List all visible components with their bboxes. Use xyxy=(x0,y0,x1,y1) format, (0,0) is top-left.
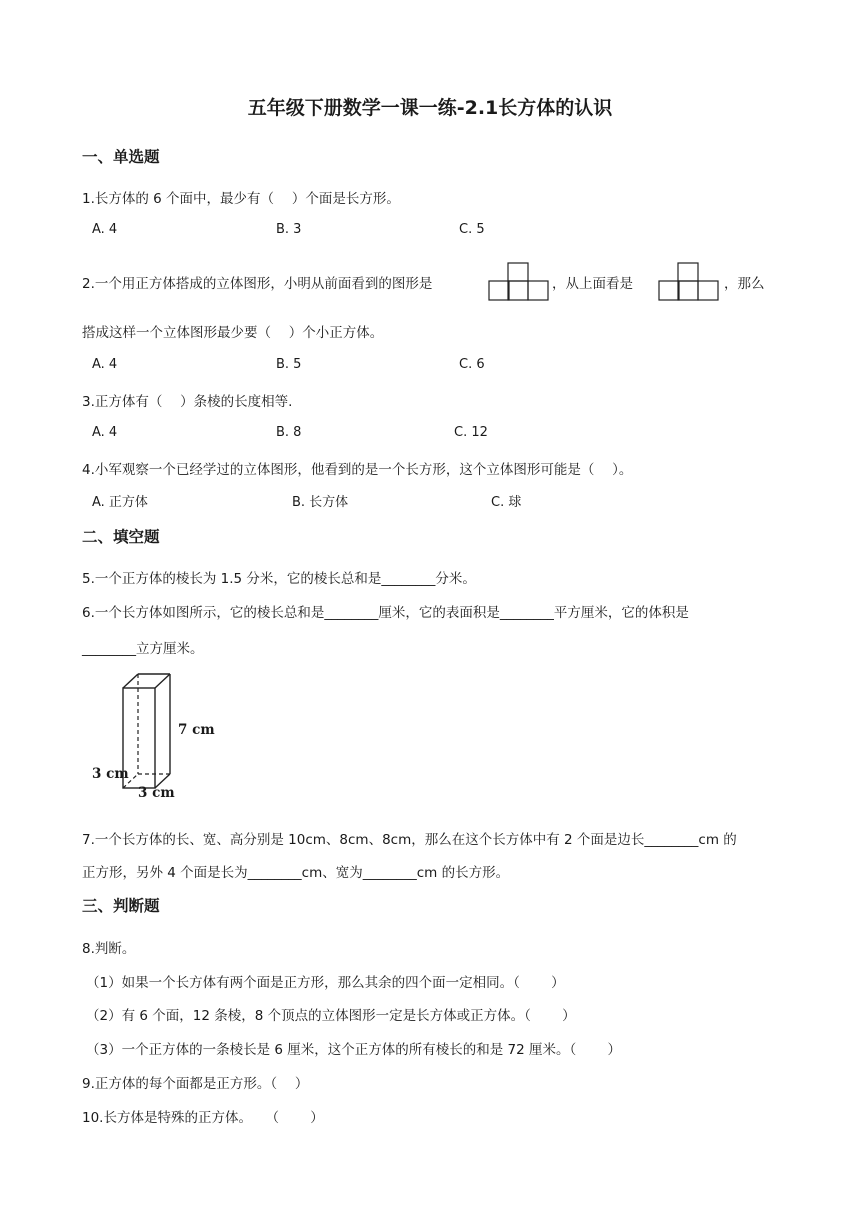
q1-option-b: B. 3 xyxy=(276,222,302,237)
question-9: 9.正方体的每个面都是正方形。（ ） xyxy=(82,1076,309,1092)
question-6-line-1: 6.一个长方体如图所示，它的棱长总和是________厘米，它的表面积是________平方厘米，它的体积是 xyxy=(82,605,689,621)
question-10: 10.长方体是特殊的正方体。 （ ） xyxy=(82,1110,324,1126)
section-heading-fill-blank: 二、填空题 xyxy=(82,528,160,546)
q2-option-c: C. 6 xyxy=(459,357,485,372)
question-2-part-1: 2.一个用正方体搭成的立体图形，小明从前面看到的图形是 xyxy=(82,276,433,292)
question-2-line-2: 搭成这样一个立体图形最少要（ ）个小正方体。 xyxy=(82,325,384,341)
q3-option-c: C. 12 xyxy=(454,425,488,440)
question-4: 4.小军观察一个已经学过的立体图形，他看到的是一个长方形，这个立体图形可能是（ ）。 xyxy=(82,462,633,478)
question-1: 1.长方体的 6 个面中，最少有（ ）个面是长方形。 xyxy=(82,191,400,207)
page-title: 五年级下册数学一课一练-2.1长方体的认识 xyxy=(247,97,613,119)
q2-option-b: B. 5 xyxy=(276,357,302,372)
question-8: 8.判断。 xyxy=(82,941,136,957)
section-heading-true-false: 三、判断题 xyxy=(82,897,160,915)
question-8-item-1: （1）如果一个长方体有两个面是正方形，那么其余的四个面一定相同。（ ） xyxy=(86,975,565,991)
q4-option-c: C. 球 xyxy=(491,495,522,510)
q2-option-a: A. 4 xyxy=(92,357,118,372)
question-2-part-2: ，从上面看是 xyxy=(552,276,633,292)
q1-option-c: C. 5 xyxy=(459,222,485,237)
question-7-line-1: 7.一个长方体的长、宽、高分别是 10cm、8cm、8cm，那么在这个长方体中有 2 个面是边长________cm 的 xyxy=(82,832,737,848)
cuboid-height-label: 7 cm xyxy=(178,722,215,738)
question-5: 5.一个正方体的棱长为 1.5 分米，它的棱长总和是________分米。 xyxy=(82,571,476,587)
question-7-line-2: 正方形，另外 4 个面是长为________cm、宽为________cm 的长方形。 xyxy=(82,865,510,881)
q1-option-a: A. 4 xyxy=(92,222,118,237)
front-view-figure xyxy=(488,262,550,302)
q4-option-b: B. 长方体 xyxy=(292,495,349,510)
question-6-line-2: ________立方厘米。 xyxy=(82,641,204,657)
section-heading-single-choice: 一、单选题 xyxy=(82,148,160,166)
cuboid-depth-label: 3 cm xyxy=(92,766,129,782)
question-3: 3.正方体有（ ）条棱的长度相等. xyxy=(82,394,293,410)
q3-option-b: B. 8 xyxy=(276,425,302,440)
question-8-item-2: （2）有 6 个面，12 条棱，8 个顶点的立体图形一定是长方体或正方体。（ ） xyxy=(86,1008,576,1024)
top-view-figure xyxy=(658,262,720,302)
q3-option-a: A. 4 xyxy=(92,425,118,440)
cuboid-width-label: 3 cm xyxy=(138,785,175,801)
q4-option-a: A. 正方体 xyxy=(92,495,148,510)
question-8-item-3: （3）一个正方体的一条棱长是 6 厘米，这个正方体的所有棱长的和是 72 厘米。（ ） xyxy=(86,1042,622,1058)
question-2-part-3: ，那么 xyxy=(724,276,765,292)
